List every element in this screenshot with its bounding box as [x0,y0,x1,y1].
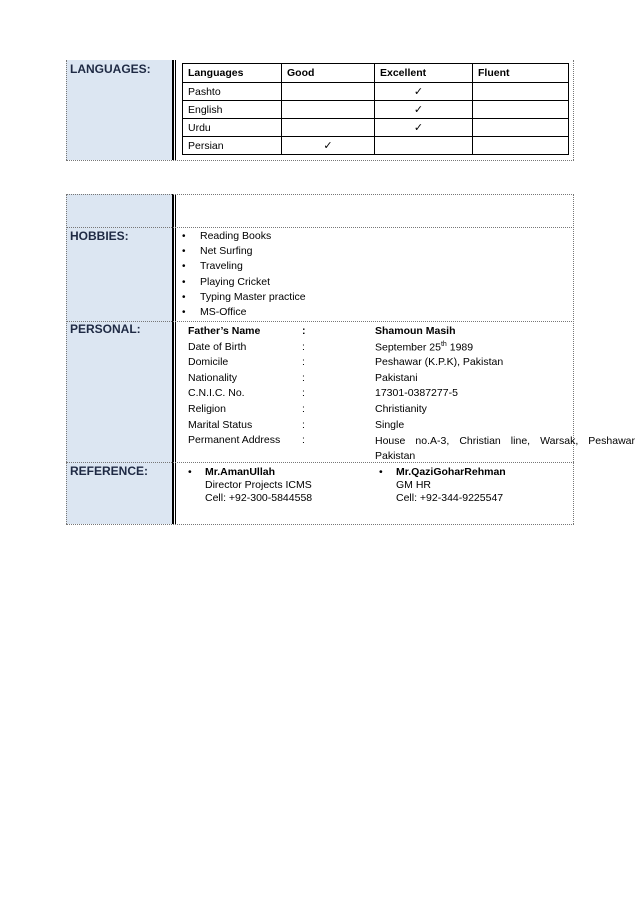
languages-table [182,63,569,155]
language-excellent-cell [375,101,473,119]
language-fluent-cell [473,83,569,101]
language-row [183,119,569,137]
reference-title: Director Projects ICMS [205,479,312,491]
languages-left-border [66,60,67,160]
reference-card [379,466,506,505]
bullet-icon: • [182,291,186,303]
personal-colon: : [302,387,305,399]
personal-colon: : [302,434,305,446]
frame-bottom-border [66,524,574,525]
check-icon: ✓ [323,139,333,152]
language-row [183,137,569,155]
personal-value: September 25th 1989 [375,341,474,354]
personal-label: PERSONAL: [70,322,141,336]
personal-colon: : [302,419,305,431]
language-good-cell [282,101,375,119]
check-icon: ✓ [413,121,424,134]
language-excellent-cell [375,83,473,101]
language-fluent-cell [473,101,569,119]
reference-card [188,466,313,505]
languages-header-row [183,64,569,83]
language-excellent-cell [375,137,473,155]
personal-colon: : [302,403,305,415]
language-row [183,83,569,101]
language-name: Pashto [183,83,282,101]
language-fluent-cell [473,137,569,155]
frame-top-border [66,194,574,195]
personal-key: Date of Birth [188,341,247,353]
language-name: English [183,101,282,119]
details-rule [172,194,174,524]
personal-key: Religion [188,403,226,415]
list-item: • Typing Master practice [182,290,306,303]
bullet-icon: • [188,466,192,478]
list-item: • Playing Cricket [182,275,271,288]
bullet-icon: • [182,276,186,288]
bullet-icon: • [182,306,186,318]
personal-value: Shamoun Masih [375,325,456,337]
col-header-good: Good [282,64,375,83]
bullet-icon: • [182,246,186,258]
languages-bottom-border [66,160,574,161]
language-good-cell [282,119,375,137]
personal-colon: : [302,356,305,368]
personal-key: Domicile [188,356,229,368]
col-header-excellent: Excellent [375,64,473,83]
bullet-icon: • [379,466,383,478]
personal-colon: : [302,341,305,353]
languages-right-border [573,60,574,160]
personal-key: Nationality [188,372,238,384]
personal-value: Peshawar (K.P.K), Pakistan [375,356,504,368]
list-item: • Reading Books [182,230,272,242]
personal-value: Pakistani [375,372,418,384]
reference-cell: Cell: +92-344-9225547 [396,492,504,504]
languages-label: LANGUAGES: [70,62,151,76]
reference-name: Mr.AmanUllah [205,466,276,478]
reference-cell: Cell: +92-300-5844558 [205,492,313,504]
list-item: • Traveling [182,260,243,273]
reference-title: GM HR [396,479,431,491]
frame-hobbies-border [66,227,574,228]
language-good-cell [282,137,375,155]
personal-colon: : [302,325,306,337]
language-excellent-cell [375,119,473,137]
personal-key: Marital Status [188,419,253,431]
language-row [183,101,569,119]
personal-key: Permanent Address [188,434,281,446]
personal-value: Single [375,419,405,431]
hobbies-label: HOBBIES: [70,229,129,243]
bullet-icon: • [182,261,186,273]
col-header-fluent: Fluent [473,64,569,83]
hobbies-list [180,229,306,320]
personal-key: Father’s Name [188,325,261,337]
check-icon: ✓ [413,103,424,116]
personal-value: Christianity [375,403,427,415]
language-fluent-cell [473,119,569,137]
languages-rule-inner [175,60,176,160]
col-header-languages: Languages [183,64,282,83]
details-rule-inner [175,194,176,524]
personal-key: C.N.I.C. No. [188,387,245,399]
language-name: Urdu [183,119,282,137]
personal-value: 17301-0387277-5 [375,387,458,399]
bullet-icon: • [182,231,186,242]
list-item: • Net Surfing [182,245,253,258]
check-icon: ✓ [413,85,424,98]
list-item: • MS-Office [182,305,247,318]
language-name: Persian [183,137,282,155]
frame-left-border [66,194,67,524]
personal-colon: : [302,372,305,384]
frame-personal-border [66,321,574,322]
personal-value: House no.A-3, Christian line, Warsak, Peshawar Pakistan [375,435,635,462]
language-good-cell [282,83,375,101]
languages-rule [172,60,174,160]
reference-name: Mr.QaziGoharRehman [396,466,506,478]
reference-label: REFERENCE: [70,464,149,478]
